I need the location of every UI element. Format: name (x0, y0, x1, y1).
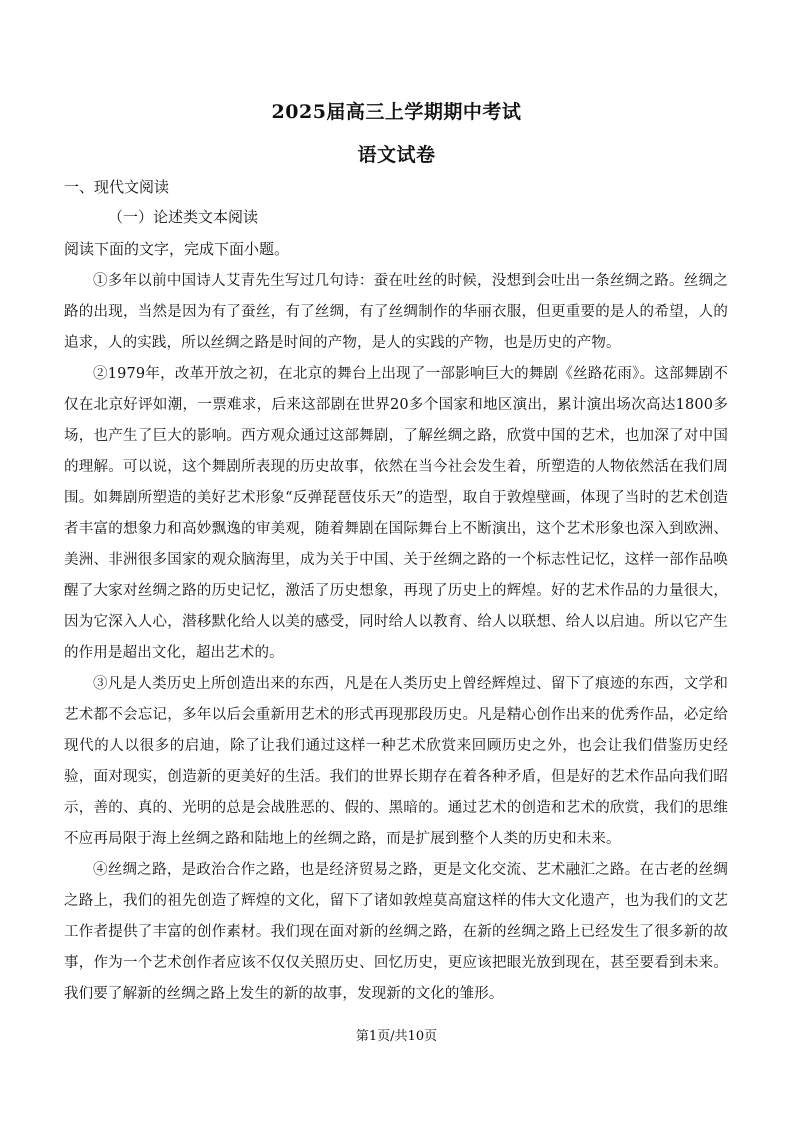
passage-paragraph-2: ②1979年，改革开放之初，在北京的舞台上出现了一部影响巨大的舞剧《丝路花雨》。这部舞剧不仅在北京好评如潮，一票难求，后来这部剧在世界20多个国家和地区演出，累计演出场次高达1800多场，也产生了巨大的影响。西方观众通过这部舞剧，了解丝绸之路，欣赏中国的艺术，也加深了对中国的理解。可以说，这个舞剧所表现的历史故事，依然在当今社会发生着，所塑造的人物依然活在我们周围。如舞剧所塑造的美好艺术形象“反弹琵琶伎乐天”的造型，取自于敦煌壁画，体现了当时的艺术创造者丰富的想象力和高妙飘逸的审美观，随着舞剧在国际舞台上不断演出，这个艺术形象也深入到欧洲、美洲、非洲很多国家的观众脑海里，成为关于中国、关于丝绸之路的一个标志性记忆，这样一部作品唤醒了大家对丝绸之路的历史记忆，激活了历史想象，再现了历史上的辉煌。好的艺术作品的力量很大，因为它深入人心，潜移默化给人以美的感受，同时给人以教育、给人以联想、给人以启迪。所以它产生的作用是超出文化，超出艺术的。 (64, 366, 728, 661)
passage-paragraph-3: ③凡是人类历史上所创造出来的东西，凡是在人类历史上曾经辉煌过、留下了痕迹的东西，文学和艺术都不会忘记，多年以后会重新用艺术的形式再现那段历史。凡是精心创作出来的优秀作品，必定给现代的人以很多的启迪，除了让我们通过这样一种艺术欣赏来回顾历史之外，也会让我们借鉴历史经验，面对现实，创造新的更美好的生活。我们的世界长期存在着各种矛盾，但是好的艺术作品向我们昭示，善的、真的、光明的总是会战胜恶的、假的、黑暗的。通过艺术的创造和艺术的欣赏，我们的思维不应再局限于海上丝绸之路和陆地上的丝绸之路，而是扩展到整个人类的历史和未来。 (64, 676, 728, 847)
subsection-heading: （一）论述类文本阅读 (108, 208, 259, 226)
page-number: 第1页/共10页 (355, 1029, 438, 1044)
section-heading: 一、现代文阅读 (64, 178, 170, 196)
exam-subject: 语文试卷 (357, 144, 436, 166)
passage-body (64, 266, 728, 1010)
exam-title: 2025届高三上学期期中考试 (271, 101, 522, 123)
passage-paragraph-1: ①多年以前中国诗人艾青先生写过几句诗：蚕在吐丝的时候，没想到会吐出一条丝绸之路。丝绸之路的出现，当然是因为有了蚕丝，有了丝绸，有了丝绸制作的华丽衣服，但更重要的是人的希望，人的追求，人的实践，所以丝绸之路是时间的产物，是人的实践的产物，也是历史的产物。 (64, 273, 728, 351)
passage-paragraph-4: ④丝绸之路，是政治合作之路，也是经济贸易之路，更是文化交流、艺术融汇之路。在古老的丝绸之路上，我们的祖先创造了辉煌的文化，留下了诸如敦煌莫高窟这样的伟大文化遗产，也为我们的文艺工作者提供了丰富的创作素材。我们现在面对新的丝绸之路，在新的丝绸之路上已经发生了很多新的故事，作为一个艺术创作者应该不仅仅关照历史、回忆历史，更应该把眼光放到现在，甚至要看到未来。我们要了解新的丝绸之路上发生的新的故事，发现新的文化的雏形。 (64, 862, 728, 1002)
reading-instruction: 阅读下面的文字，完成下面小题。 (64, 240, 290, 258)
